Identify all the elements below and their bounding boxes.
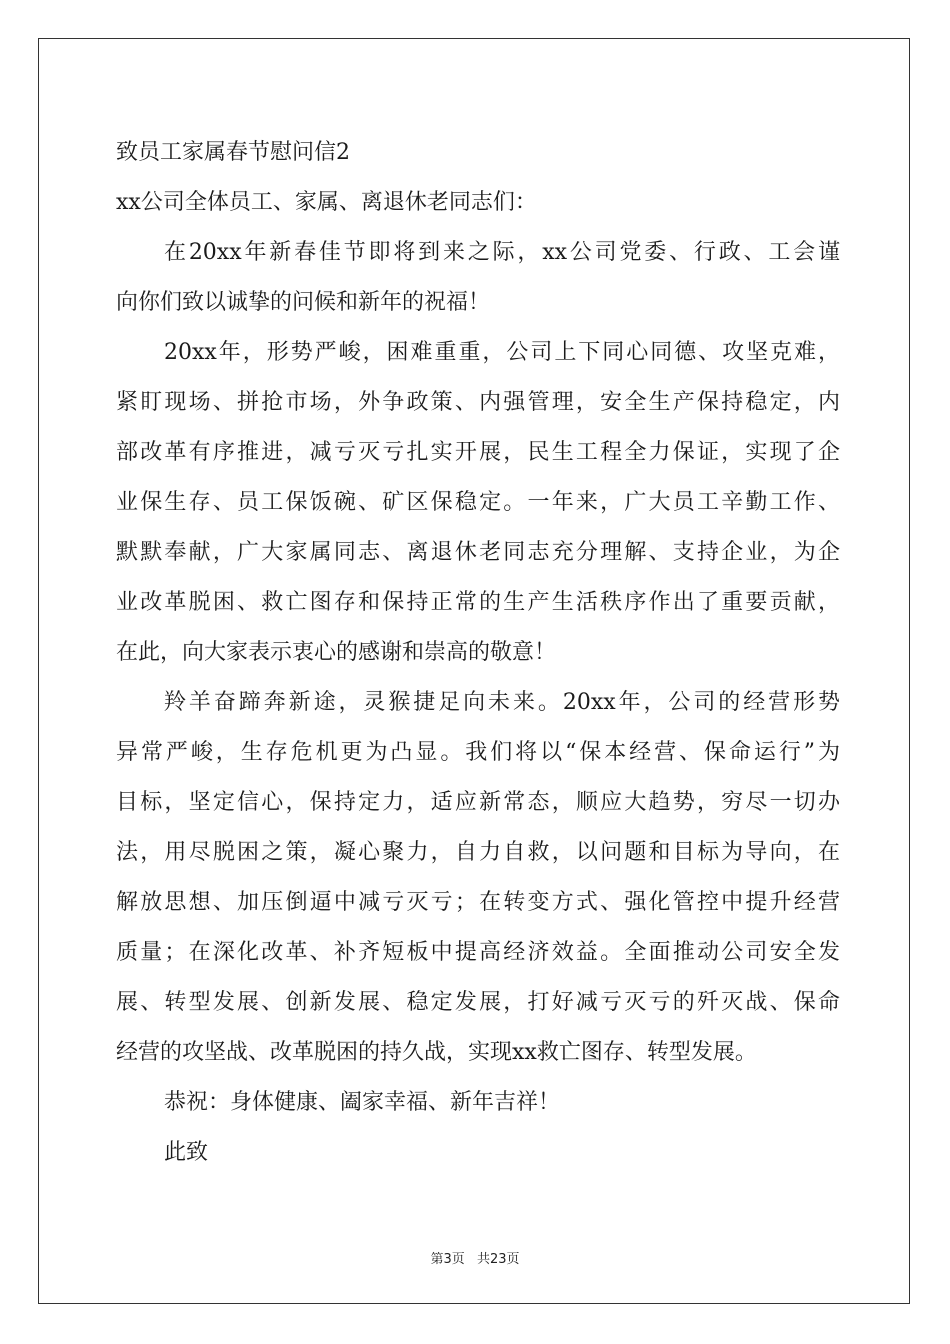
- letter-salutation: xx公司全体员工、家属、离退休老同志们：: [116, 190, 537, 215]
- paragraph-greeting: [116, 228, 840, 328]
- paragraph-line: 质量；在深化改革、补齐短板中提高经济效益。全面推动公司安全发: [116, 940, 840, 965]
- paragraph-outlook: [116, 678, 840, 1078]
- paragraph-line: 默默奉献，广大家属同志、离退休老同志充分理解、支持企业，为企: [116, 540, 840, 565]
- page-number: 第3页: [430, 1252, 465, 1267]
- paragraph-review: [116, 328, 840, 678]
- letter-wishes: 恭祝：身体健康、阖家幸福、新年吉祥！: [164, 1090, 561, 1115]
- paragraph-line: 在20xx年新春佳节即将到来之际，xx公司党委、行政、工会谨: [164, 240, 840, 265]
- page-footer: [0, 1248, 950, 1267]
- paragraph-line: 在此，向大家表示衷心的感谢和崇高的敬意！: [116, 640, 557, 665]
- paragraph-line: 目标，坚定信心，保持定力，适应新常态，顺应大趋势，穷尽一切办: [116, 790, 840, 815]
- paragraph-line: 异常严峻，生存危机更为凸显。我们将以“保本经营、保命运行”为: [116, 740, 840, 765]
- paragraph-line: 向你们致以诚挚的问候和新年的祝福！: [116, 290, 491, 315]
- paragraph-line: 法，用尽脱困之策，凝心聚力，自力自救，以问题和目标为导向，在: [116, 840, 840, 865]
- paragraph-line: 紧盯现场、拼抢市场，外争政策、内强管理，安全生产保持稳定，内: [116, 390, 840, 415]
- paragraph-line: 20xx年，形势严峻，困难重重，公司上下同心同德、攻坚克难，: [164, 340, 840, 365]
- letter-title: 致员工家属春节慰问信2: [116, 140, 350, 165]
- letter-closing: 此致: [164, 1140, 209, 1165]
- paragraph-line: 部改革有序推进，减亏灭亏扎实开展，民生工程全力保证，实现了企: [116, 440, 840, 465]
- paragraph-line: 解放思想、加压倒逼中减亏灭亏；在转变方式、强化管控中提升经营: [116, 890, 840, 915]
- paragraph-line: 展、转型发展、创新发展、稳定发展，打好减亏灭亏的歼灭战、保命: [116, 990, 840, 1015]
- letter-body: [116, 128, 840, 1178]
- paragraph-line: 经营的攻坚战、改革脱困的持久战，实现xx救亡图存、转型发展。: [116, 1040, 757, 1065]
- page-total: 共23页: [476, 1252, 520, 1267]
- paragraph-line: 羚羊奋蹄奔新途，灵猴捷足向未来。20xx年，公司的经营形势: [164, 690, 840, 715]
- paragraph-line: 业保生存、员工保饭碗、矿区保稳定。一年来，广大员工辛勤工作、: [116, 490, 840, 515]
- paragraph-line: 业改革脱困、救亡图存和保持正常的生产生活秩序作出了重要贡献，: [116, 590, 840, 615]
